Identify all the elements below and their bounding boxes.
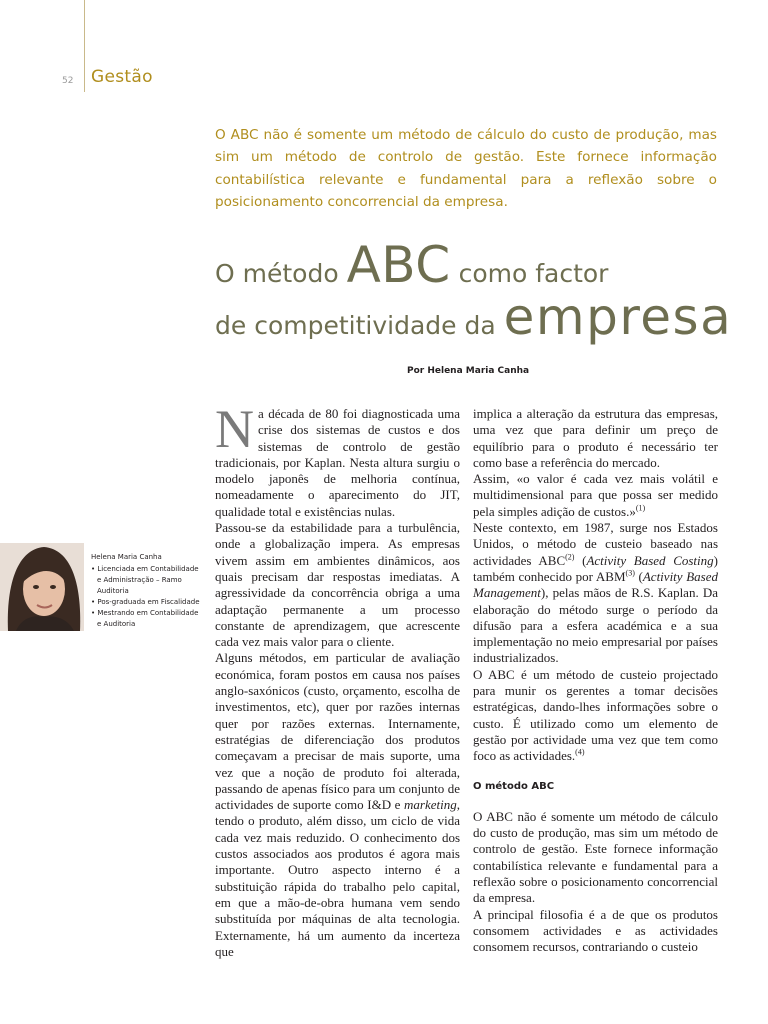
- article-title-line-2: [215, 288, 732, 346]
- paragraph: A principal filosofia é a de que os produtos consomem actividades e as actividades consomem recursos, contrariando o custeio: [473, 906, 718, 955]
- paragraph: O ABC é um método de custeio projectado para munir os gerentes a tomar decisões estratégicas, dando-lhes informações sobre o custo. É utilizado como um elemento de gestão por actividade uma vez que tem como foco as actividades.$^{(4)}$: [473, 666, 718, 764]
- paragraph: O ABC não é somente um método de cálculo do custo de produção, mas sim um método de controlo de gestão. Este fornece informação contabilística relevante e fundamental para a reflexão sobre o posicionamento concorrencial da empresa.: [473, 808, 718, 906]
- author-credentials: [91, 564, 201, 630]
- author-bio: [91, 552, 201, 630]
- paragraph: implica a alteração da estrutura das empresas, uma vez que para definir um preço de equilíbrio para o produto é necessário ter como base a referência do mercado.: [473, 406, 718, 470]
- header-rule: [84, 0, 85, 92]
- footnote-ref: (1): [635, 503, 646, 513]
- body-column-2: [473, 406, 718, 956]
- footnote-ref: (2): [565, 552, 575, 562]
- article-title-line-1: [215, 236, 608, 294]
- subheading: O método ABC: [473, 780, 555, 792]
- lead-paragraph: O ABC não é somente um método de cálculo do custo de produção, mas sim um método de controlo de gestão. Este fornece informação contabilística relevante e fundamental para a reflexão sobre o posicionamento concorrencial da empresa.: [215, 127, 717, 211]
- credential-item: • Licenciada em Contabilidade e Administração – Ramo Auditoria: [91, 564, 201, 597]
- title-part: como factor: [450, 259, 609, 288]
- credential-item: • Pos-graduada em Fiscalidade: [91, 597, 201, 608]
- author-name: Helena Maria Canha: [91, 553, 162, 561]
- credential-item: • Mestrando em Contabilidade e Auditoria: [91, 608, 201, 630]
- title-emphasis-empresa: empresa: [503, 288, 733, 346]
- title-emphasis-abc: ABC: [346, 236, 451, 294]
- footnote-ref: (4): [575, 747, 585, 757]
- drop-cap: N: [215, 399, 254, 459]
- paragraph: Neste contexto, em 1987, surge nos Estados Unidos, o método de custeio baseado nas actividades ABC$^{(2)}$ (Activity Based Costing) também conhecido por ABM$^{(3)}$ (Activity Based Management), pelas mãos de R.S. Kaplan. Da elaboração do método surge o período da difusão para a esfera académica e a sua implementação no meio empresarial por países industrializados.: [473, 520, 718, 666]
- paragraph: Assim, «o valor é cada vez mais volátil e multidimensional para que possa ser medido pela simples adição de custos.»$^{(1)}$: [473, 471, 718, 519]
- page-number: 52: [62, 76, 74, 86]
- title-part: de competitividade da: [215, 311, 504, 340]
- author-portrait-icon: [0, 543, 84, 631]
- paragraph: Alguns métodos, em particular de avaliação económica, foram postos em causa nos países anglo-saxónicos (custo, orçamento, escolha de investimentos, etc), quer por razões internas quer por razões externas. Internamente, estratégias de diferenciação dos produtos começavam a precisar de mais suporte, uma vez que a noção de produto foi alterada, passando de apenas físico para um conjunto de actividades de suporte como I&D e marketing, tendo o produto, além disso, um ciclo de vida cada vez mais reduzido. O conhecimento dos custos associados aos produtos é agora mais importante. Outro aspecto interno é a substituição rápida do trabalho pelo capital, em que a mão-de-obra humana vem sendo substituída por máquinas de alta tecnologia. Externamente, há um aumento da incerteza que: [215, 650, 460, 959]
- author-photo: [0, 543, 84, 631]
- byline: Por Helena Maria Canha: [407, 366, 530, 376]
- body-column-1: [215, 399, 460, 960]
- paragraph: Na década de 80 foi diagnosticada uma crise dos sistemas de custos e dos sistemas de controlo de gestão tradicionais, por Kaplan. Nesta altura surgiu o modelo japonês de melhoria contínua, nomeadamente o aparecimento do JIT, qualidade total e existências nulas.: [215, 399, 460, 519]
- paragraph: Passou-se da estabilidade para a turbulência, onde a globalização impera. As empresas vivem assim em ambientes dinâmicos, aos quais precisam dar respostas imediatas. A agressividade da concorrência obriga a uma adaptação permanente a um processo constante de aprendizagem, que acrescente cada vez mais valor para o cliente.: [215, 520, 460, 650]
- footnote-ref: (3): [625, 568, 635, 578]
- title-part: O método: [215, 259, 347, 288]
- section-title: Gestão: [91, 67, 153, 87]
